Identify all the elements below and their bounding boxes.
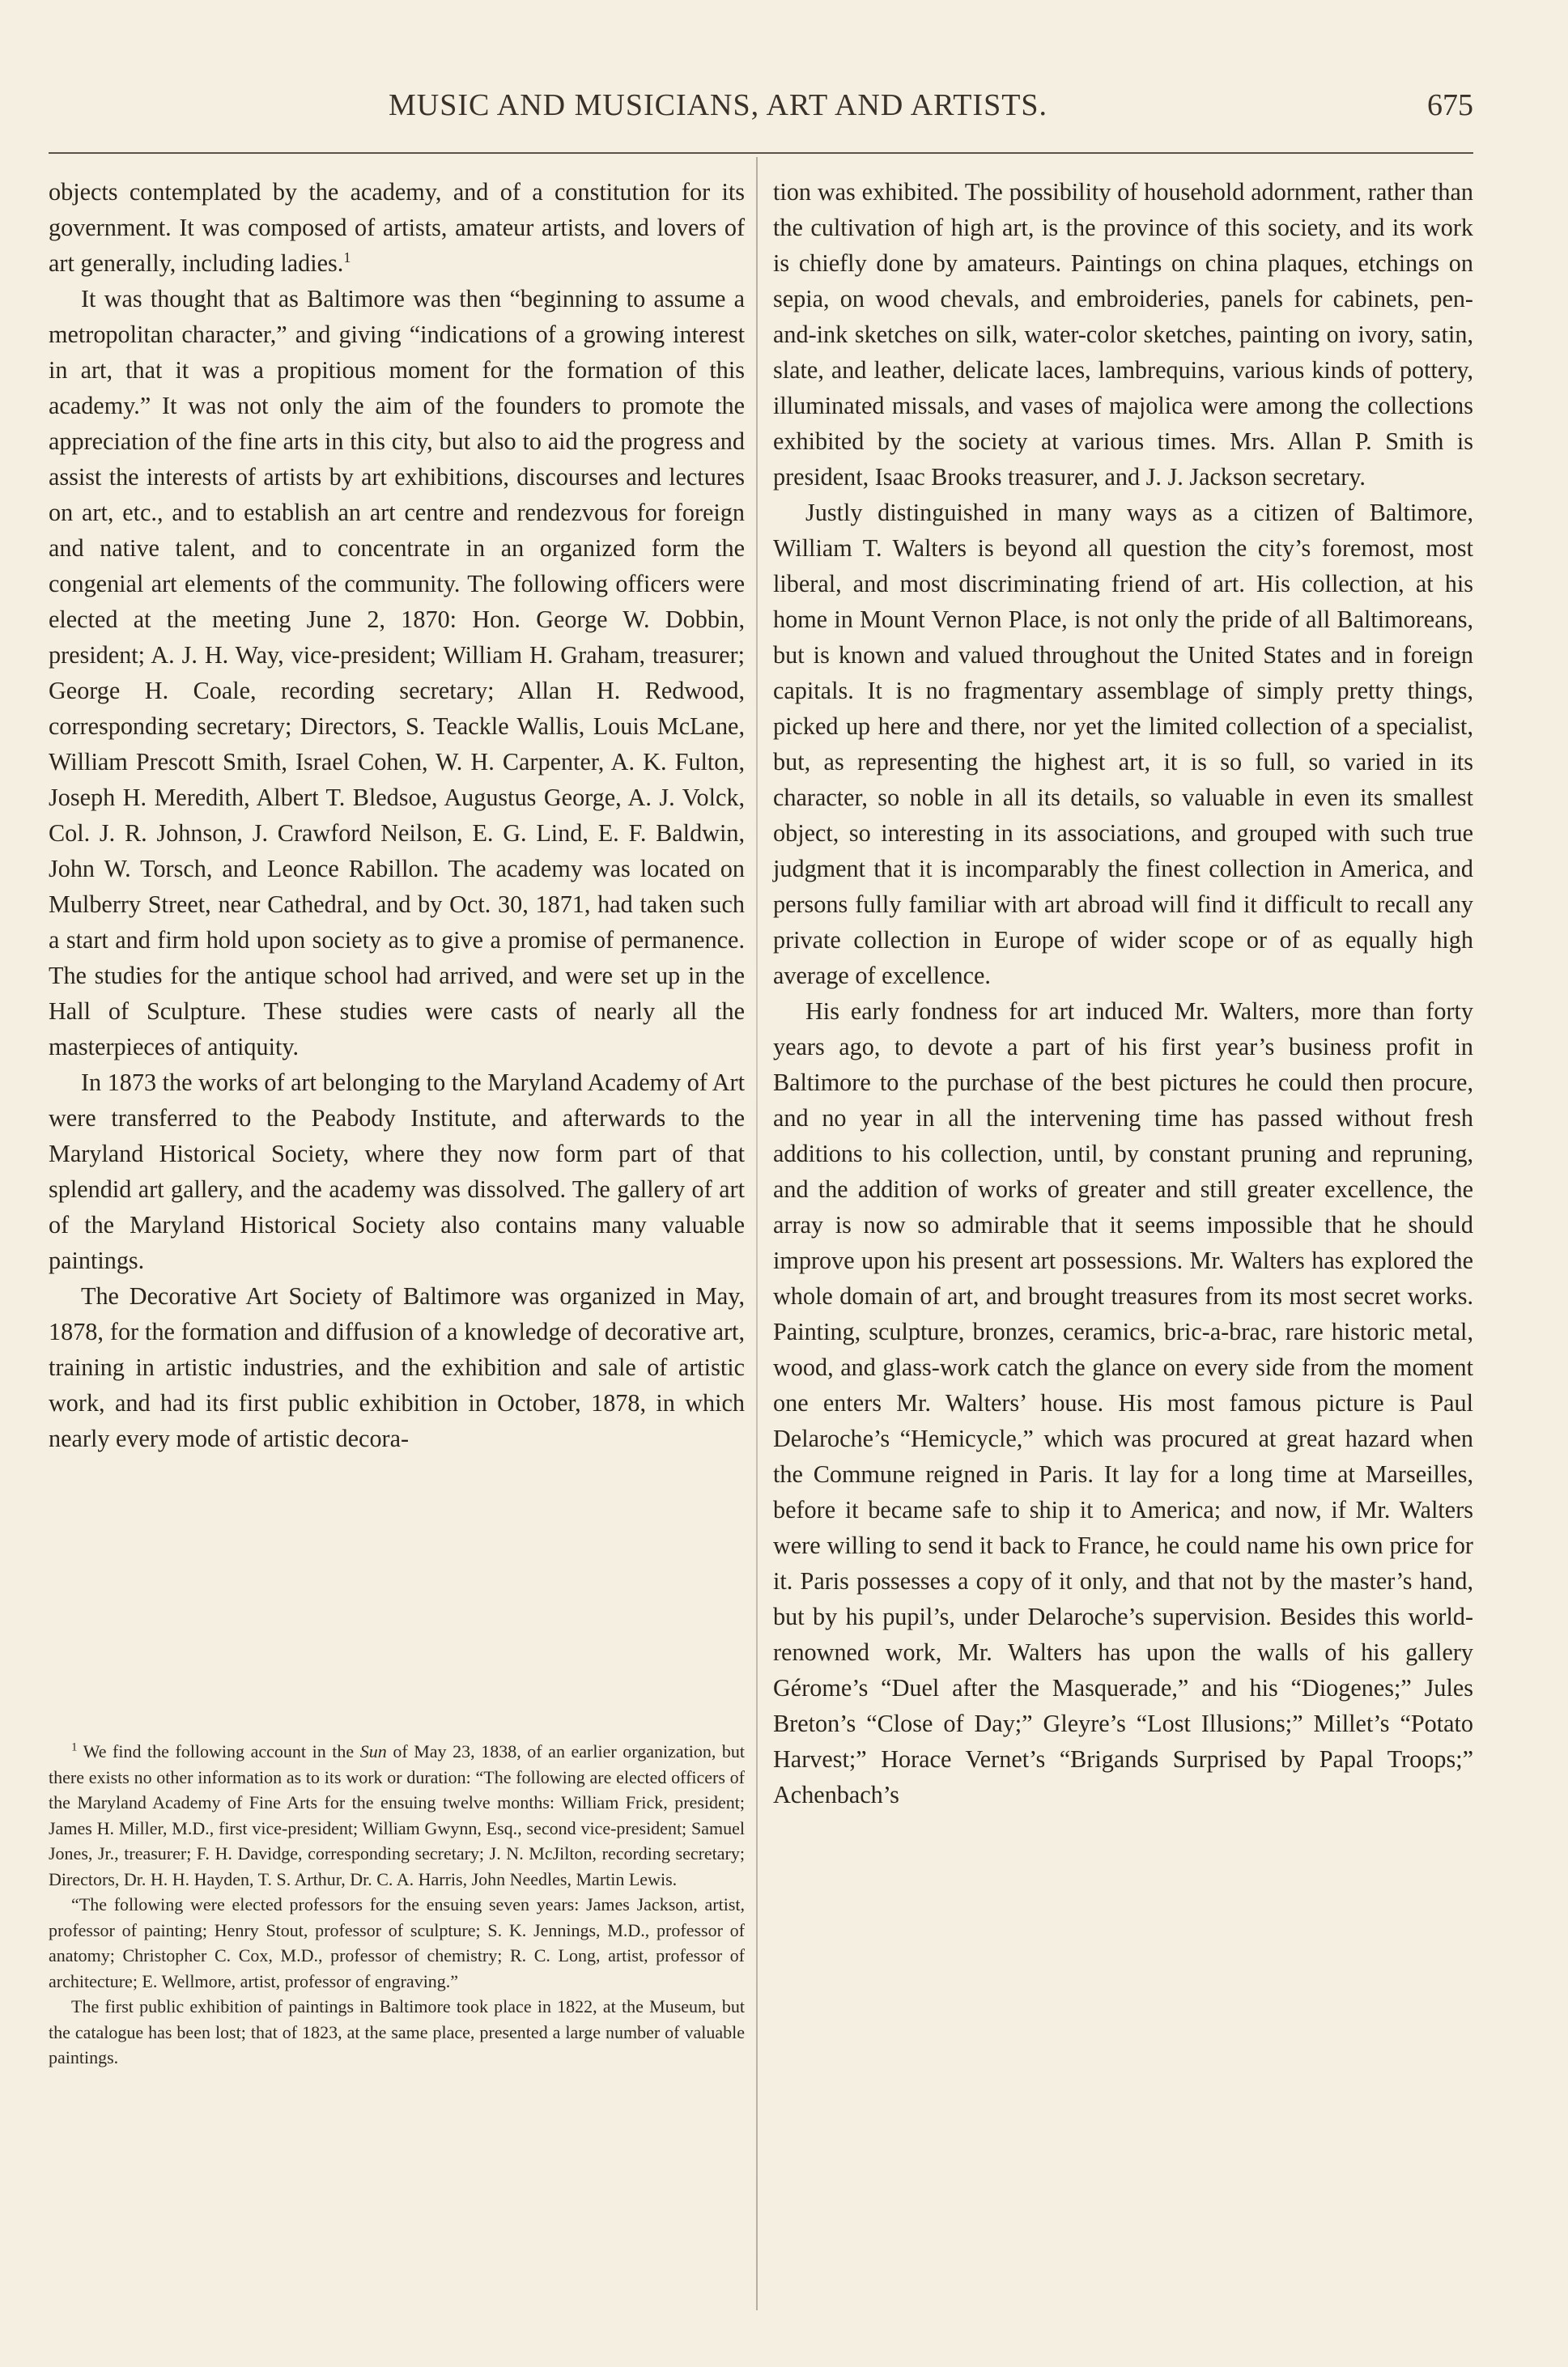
footnote-reference: 1 [343,249,351,266]
paragraph: In 1873 the works of art belonging to the Maryland Academy of Art were transferred to the Peabody Institute, and afterwards to the Maryland Historical Society, where they now form part of that splendid art gallery, and the academy was dissolved. The gallery of art of the Maryland Historical Society also contains many valuable paintings. [49,1069,745,1274]
newspaper-title: Sun [359,1741,387,1761]
right-column [773,174,1473,1812]
footnote-text: of May 23, 1838, of an earlier organization, but there exists no other information as to its work or duration: “The following are elected officers of the Maryland Academy of Fine Arts for the ensuing twelve months: William Frick, president; James H. Miller, M.D., first vice-president; William Gwynn, Esq., second vice-president; Samuel Jones, Jr., treasurer; F. H. Davidge, corresponding secretary; J. N. McJilton, recording secretary; Directors, Dr. H. H. Hayden, T. S. Arthur, Dr. C. A. Harris, John Needles, Martin Lewis. [49,1741,746,1889]
paragraph: The Decorative Art Society of Baltimore was organized in May, 1878, for the formation and diffusion of a knowledge of decorative art, training in artistic industries, and the exhibition and sale of artistic work, and had its first public exhibition in October, 1878, in which nearly every mode of artistic decora- [49,1282,745,1452]
footnote [49,1739,745,1892]
paragraph: His early fondness for art induced Mr. Walters, more than forty years ago, to devote a part of his first year’s business profit in Baltimore to the purchase of the best pictures he could then procure, and no year in all the intervening time has passed without fresh additions to his collection, until, by constant pruning and repruning, and the addition of works of greater and still greater excellence, the array is now so admirable that it seems impossible that he should improve upon his present art possessions. Mr. Walters has explored the whole domain of art, and brought treasures from its most secret works. Painting, sculpture, bronzes, ceramics, bric-a-brac, rare historic metal, wood, and glass-work catch the glance on every side from the moment one enters Mr. Walters’ house. His most famous picture is Paul Delaroche’s “Hemicycle,” which was procured at great hazard when the Commune reigned in Paris. It lay for a long time at Marseilles, before it became safe to ship it to America; and now, if Mr. Walters were willing to send it back to France, he could name his own price for it. Paris possesses a copy of it only, and that not by the master’s hand, but by his pupil’s, under Delaroche’s supervision. Besides this world-renowned work, Mr. Walters has upon the walls of his gallery Gérome’s “Duel after the Masquerade,” and his “Diogenes;” Jules Breton’s “Close of Day;” Gleyre’s “Lost Illusions;” Millet’s “Potato Harvest;” Horace Vernet’s “Brigands Surprised by Papal Troops;” Achenbach’s [773,997,1473,1808]
left-column [49,174,745,1456]
paragraph: It was thought that as Baltimore was then “beginning to assume a metropolitan character,” and giving “indications of a growing interest in art, that it was a propitious moment for the formation of this academy.” It was not only the aim of the founders to promote the appreciation of the fine arts in this city, but also to aid the progress and assist the interests of artists by art exhibitions, discourses and lectures on art, etc., and to establish an art centre and rendezvous for foreign and native talent, and to concentrate in an organized form the congenial art elements of the community. The following officers were elected at the meeting June 2, 1870: Hon. George W. Dobbin, president; A. J. H. Way, vice-president; William H. Graham, treasurer; George H. Coale, recording secretary; Allan H. Redwood, corresponding secretary; Directors, S. Teackle Wallis, Louis McLane, William Prescott Smith, Israel Cohen, W. H. Carpenter, A. K. Fulton, Joseph H. Meredith, Albert T. Bledsoe, Augustus George, A. J. Volck, Col. J. R. Johnson, J. Crawford Neilson, E. G. Lind, E. F. Baldwin, John W. Torsch, and Leonce Rabillon. The academy was located on Mulberry Street, near Cathedral, and by Oct. 30, 1871, had taken such a start and firm hold upon society as to give a promise of permanence. The studies for the antique school had arrived, and were set up in the Hall of Sculpture. These studies were casts of nearly all the masterpieces of antiquity. [49,285,745,1060]
footnote: The first public exhibition of paintings in Baltimore took place in 1822, at the Museum, but the catalogue has been lost; that of 1823, at the same place, presented a large number of valuable paintings. [49,1996,745,2067]
page-header [49,87,1473,128]
footnote: “The following were elected professors for the ensuing seven years: James Jackson, artist, professor of painting; Henry Stout, professor of sculpture; S. K. Jennings, M.D., professor of anatomy; Christopher C. Cox, M.D., professor of chemistry; R. C. Long, artist, professor of architecture; E. Wellmore, artist, professor of engraving.” [49,1894,745,1991]
paragraph: Justly distinguished in many ways as a citizen of Baltimore, William T. Walters is beyond all question the city’s foremost, most liberal, and most discriminating friend of art. His collection, at his home in Mount Vernon Place, is not only the pride of all Baltimoreans, but is known and valued throughout the United States and in foreign capitals. It is no fragmentary assemblage of simply pretty things, picked up here and there, nor yet the limited collection of a specialist, but, as representing the highest art, it is so full, so varied in its character, so noble in all its details, so valuable in even its smallest object, so interesting in its associations, and grouped with such true judgment that it is incomparably the finest collection in America, and persons fully familiar with art abroad will find it difficult to recall any private collection in Europe of wider scope or of as equally high average of excellence. [773,499,1473,989]
footnotes [49,1739,745,2071]
running-title: MUSIC AND MUSICIANS, ART AND ARTISTS. [389,88,1048,122]
page-number: 675 [1427,88,1473,122]
footnote-marker: 1 [71,1740,78,1754]
paragraph [49,174,745,281]
paragraph-text: objects contemplated by the academy, and of a constitution for its government. It was composed of artists, amateur artists, and lovers of art generally, including ladies. [49,178,745,277]
paragraph: tion was exhibited. The possibility of household adornment, rather than the cultivation of high art, is the province of this society, and its work is chiefly done by amateurs. Paintings on china plaques, etchings on sepia, on wood chevals, and embroideries, panels for cabinets, pen-and-ink sketches on silk, water-color sketches, painting on ivory, satin, slate, and leather, delicate laces, lambrequins, various kinds of pottery, illuminated missals, and vases of majolica were among the collections exhibited by the society at various times. Mrs. Allan P. Smith is president, Isaac Brooks treasurer, and J. J. Jackson secretary. [773,178,1473,491]
header-rule [49,152,1473,154]
column-divider [756,157,758,2310]
footnote-text: We find the following account in the [83,1741,360,1761]
